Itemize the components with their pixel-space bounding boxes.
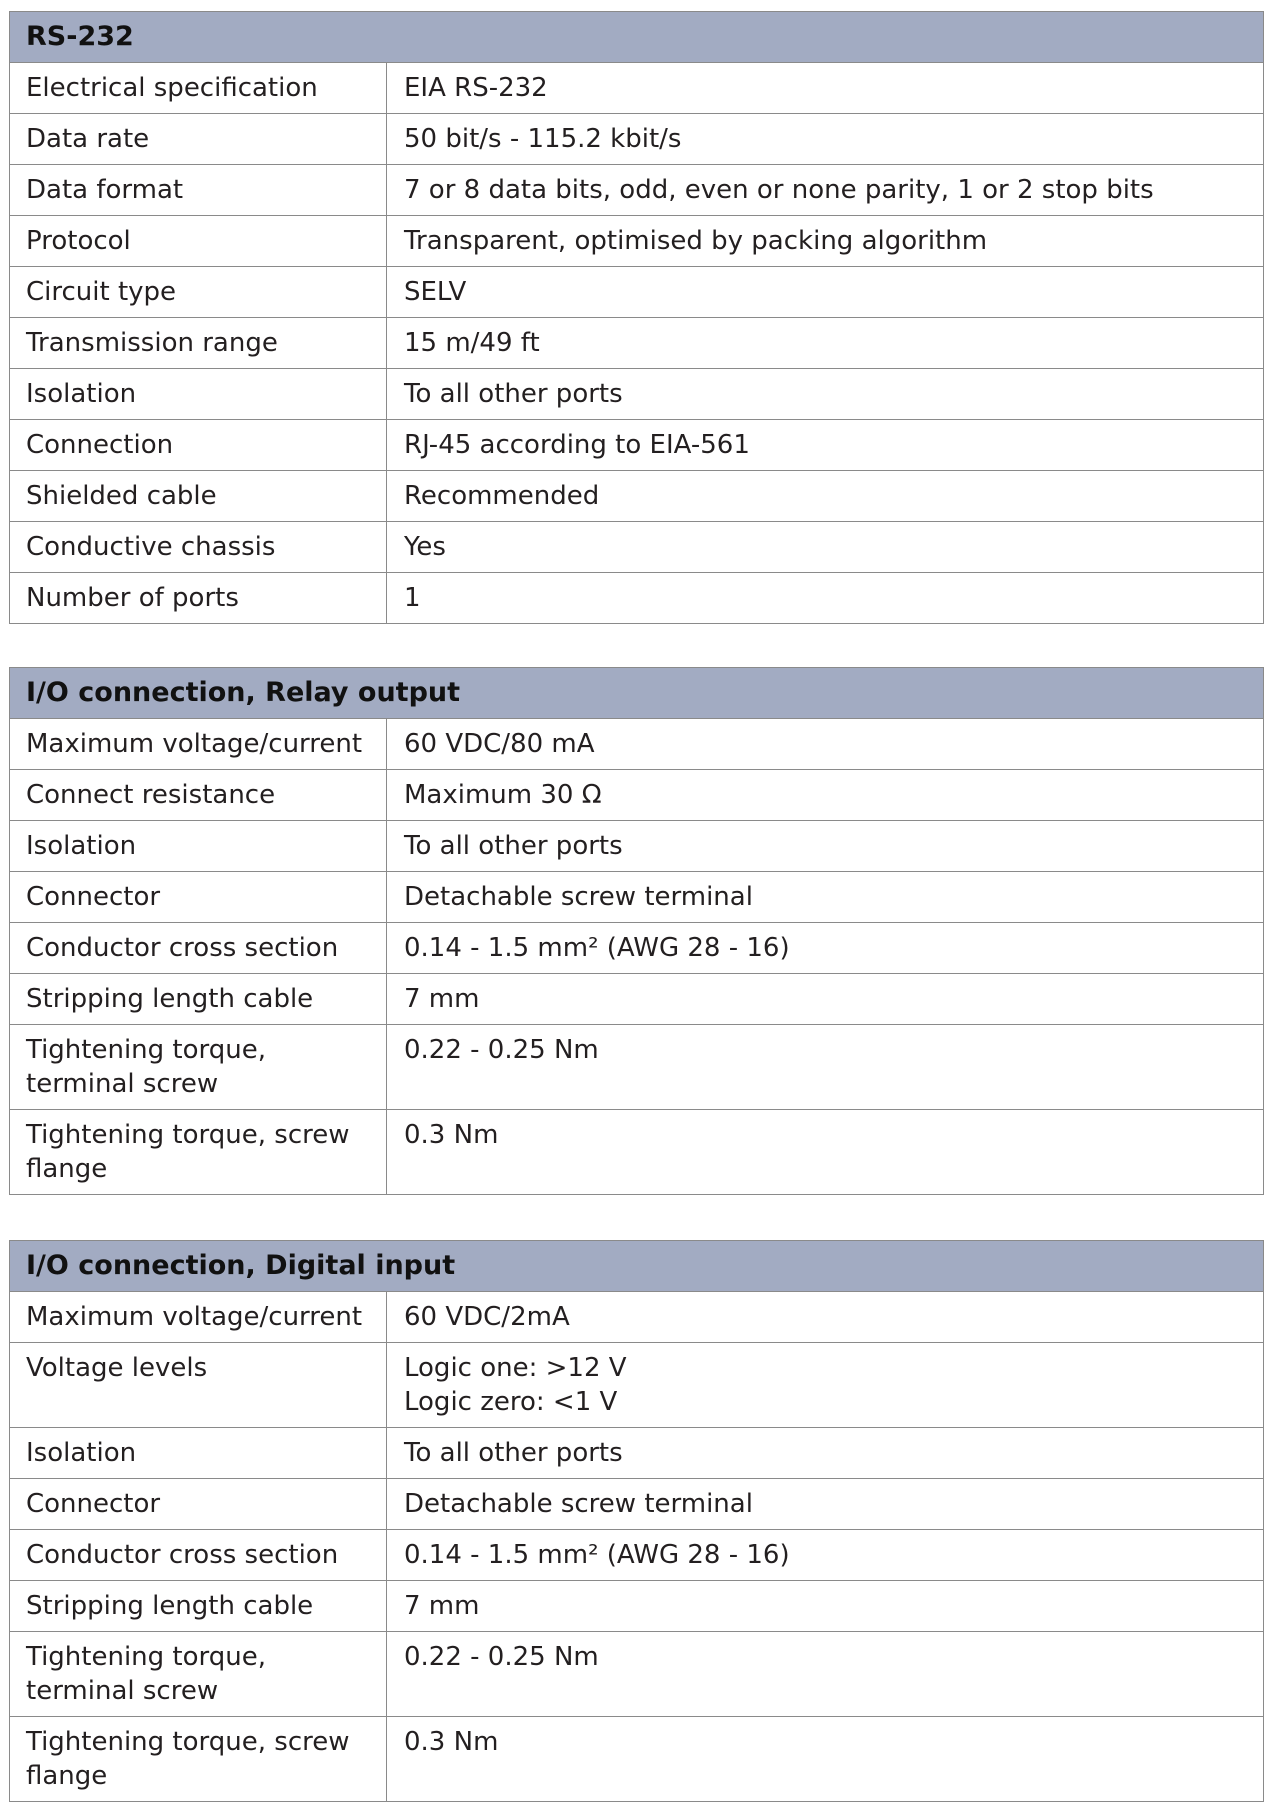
spec-value: Yes	[387, 522, 1264, 573]
spec-value-line: Logic zero: <1 V	[404, 1387, 618, 1417]
spec-label: Transmission range	[10, 318, 387, 369]
spec-label: Conductive chassis	[10, 522, 387, 573]
table-row	[10, 923, 1264, 974]
spec-value: 0.14 - 1.5 mm² (AWG 28 - 16)	[387, 1530, 1264, 1581]
spec-label: Connector	[10, 1479, 387, 1530]
table-row	[10, 1343, 1264, 1428]
table-row	[10, 63, 1264, 114]
spec-value: SELV	[387, 267, 1264, 318]
spec-value: Recommended	[387, 471, 1264, 522]
table-row	[10, 267, 1264, 318]
spec-value: 1	[387, 573, 1264, 624]
spec-label: Connect resistance	[10, 770, 387, 821]
table-row	[10, 1717, 1264, 1802]
spec-label: Number of ports	[10, 573, 387, 624]
table-header-row	[10, 12, 1264, 63]
spec-value: EIA RS-232	[387, 63, 1264, 114]
spec-label: Tightening torque, screw flange	[10, 1110, 387, 1195]
table-row	[10, 770, 1264, 821]
spec-value: 7 mm	[387, 1581, 1264, 1632]
table-row	[10, 719, 1264, 770]
spec-value: 15 m/49 ft	[387, 318, 1264, 369]
spec-label: Data format	[10, 165, 387, 216]
table-row	[10, 165, 1264, 216]
spec-value: To all other ports	[387, 369, 1264, 420]
spec-label: Conductor cross section	[10, 1530, 387, 1581]
spec-value: 60 VDC/80 mA	[387, 719, 1264, 770]
table-row	[10, 114, 1264, 165]
spec-value: 0.3 Nm	[387, 1717, 1264, 1802]
spec-value: Detachable screw terminal	[387, 1479, 1264, 1530]
spec-label: Tightening torque, terminal screw	[10, 1632, 387, 1717]
table-row	[10, 471, 1264, 522]
spec-label: Isolation	[10, 1428, 387, 1479]
table-row	[10, 1110, 1264, 1195]
spec-value	[387, 1343, 1264, 1428]
spec-value: Detachable screw terminal	[387, 872, 1264, 923]
spec-value: 7 or 8 data bits, odd, even or none parity, 1 or 2 stop bits	[387, 165, 1264, 216]
table-row	[10, 522, 1264, 573]
spec-label: Tightening torque, terminal screw	[10, 1025, 387, 1110]
spec-label: Isolation	[10, 821, 387, 872]
table-row	[10, 318, 1264, 369]
relay-output-spec-table	[9, 667, 1264, 1195]
spec-label: Voltage levels	[10, 1343, 387, 1428]
spec-label: Stripping length cable	[10, 974, 387, 1025]
table-row	[10, 1025, 1264, 1110]
section-title: I/O connection, Digital input	[10, 1241, 1264, 1292]
table-row	[10, 1292, 1264, 1343]
spec-value: Transparent, optimised by packing algorithm	[387, 216, 1264, 267]
table-row	[10, 1428, 1264, 1479]
table-row	[10, 216, 1264, 267]
spec-value: 0.14 - 1.5 mm² (AWG 28 - 16)	[387, 923, 1264, 974]
table-header-row	[10, 1241, 1264, 1292]
section-title: I/O connection, Relay output	[10, 668, 1264, 719]
spec-value: To all other ports	[387, 821, 1264, 872]
spec-label: Conductor cross section	[10, 923, 387, 974]
table-row	[10, 821, 1264, 872]
spec-value: To all other ports	[387, 1428, 1264, 1479]
spec-value: 0.22 - 0.25 Nm	[387, 1025, 1264, 1110]
spec-label: Protocol	[10, 216, 387, 267]
table-row	[10, 1632, 1264, 1717]
spec-value-line: Logic one: >12 V	[404, 1353, 627, 1383]
spec-value: 0.22 - 0.25 Nm	[387, 1632, 1264, 1717]
spec-value: 60 VDC/2mA	[387, 1292, 1264, 1343]
digital-input-spec-table	[9, 1240, 1264, 1802]
spec-label: Connection	[10, 420, 387, 471]
spec-value: 7 mm	[387, 974, 1264, 1025]
spec-label: Tightening torque, screw flange	[10, 1717, 387, 1802]
spec-value: RJ-45 according to EIA-561	[387, 420, 1264, 471]
table-row	[10, 1479, 1264, 1530]
section-title: RS-232	[10, 12, 1264, 63]
table-row	[10, 420, 1264, 471]
spec-label: Isolation	[10, 369, 387, 420]
table-row	[10, 573, 1264, 624]
spec-label: Maximum voltage/current	[10, 719, 387, 770]
spec-label: Data rate	[10, 114, 387, 165]
table-row	[10, 1581, 1264, 1632]
table-header-row	[10, 668, 1264, 719]
spec-label: Maximum voltage/current	[10, 1292, 387, 1343]
spec-label: Circuit type	[10, 267, 387, 318]
spec-label: Electrical specification	[10, 63, 387, 114]
spec-value: Maximum 30 Ω	[387, 770, 1264, 821]
spec-value: 0.3 Nm	[387, 1110, 1264, 1195]
table-row	[10, 369, 1264, 420]
rs232-spec-table	[9, 11, 1264, 624]
spec-label: Shielded cable	[10, 471, 387, 522]
spec-label: Connector	[10, 872, 387, 923]
spec-label: Stripping length cable	[10, 1581, 387, 1632]
spec-value: 50 bit/s - 115.2 kbit/s	[387, 114, 1264, 165]
table-row	[10, 872, 1264, 923]
table-row	[10, 974, 1264, 1025]
table-row	[10, 1530, 1264, 1581]
